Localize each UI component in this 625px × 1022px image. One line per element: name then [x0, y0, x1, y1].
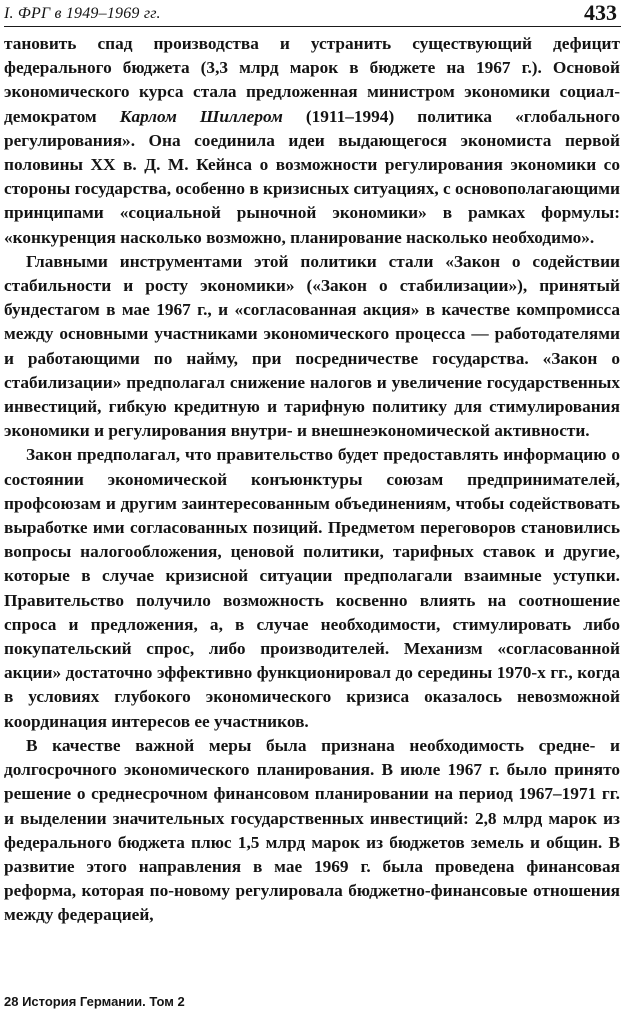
person-name-emphasis: Карлом Шиллером	[119, 106, 283, 126]
signature-mark: 28 История Германии. Том 2	[4, 994, 185, 1009]
paragraph: В качестве важной меры была признана необходимость средне- и долгосрочного экономического планирования. В июле 1967 г. было принято решение о среднесрочном финансовом планировании на период 1967–1971 гг. и выделении значительных государственных инвестиций: 2,8 млрд марок из федерального бюджета плюс 1,5 млрд марок из бюджетов земель и общин. В развитие этого направления в мае 1969 г. была проведена финансовая реформа, которая по-новому регулировала бюджетно-финансовые отношения между федерацией,	[4, 735, 620, 925]
page-number: 433	[584, 0, 617, 25]
running-header	[4, 0, 621, 27]
paragraph: Закон предполагал, что правительство будет предоставлять информацию о состоянии экономической конъюнктуры союзам предпринимателей, профсоюзам и другим заинтересованным объединениям, чтобы содействовать выработке ими согласованных позиций. Предметом переговоров становились вопросы налогообложения, ценовой политики, тарифных ставок и другие, которые в случае кризисной ситуации предполагали взаимные уступки. Правительство получило возможность косвенно влиять на соотношение спроса и предложения, а, в случае необходимости, стимулировать либо покупательский спрос, либо производителей. Механизм «согласованной акции» достаточно эффективно функционировал до середины 1970-х гг., когда в условиях глубокого экономического кризиса оказалось невозможной координация интересов ее участников.	[4, 445, 620, 731]
paragraph: Главными инструментами этой политики стали «Закон о содействии стабильности и росту экономики» («Закон о стабилизации»), принятый бундестагом в мае 1967 г., и «согласованная акция» в качестве компромисса между основными участниками экономического процесса — работодателями и работающими по найму, при посредничестве государства. «Закон о стабилизации» предполагал снижение налогов и увеличение государственных инвестиций, гибкую кредитную и тарифную политику для стимулирования экономики и регулирования внутри- и внешнеэкономической активности.	[4, 251, 620, 441]
paragraph-text: (1911–1994) политика «глобального регулирования». Она соединила идеи выдающегося экономиста первой половины XX в. Д. М. Кейнса о возможности регулирования экономики со стороны государства, особенно в кризисных ситуациях, с основополагающими принципами «социальной рыночной экономики» в рамках формулы: «конкуренция насколько возможно, планирование насколько необходимо».	[4, 106, 620, 247]
body-text	[4, 32, 620, 928]
paragraph	[4, 32, 620, 250]
running-title: I. ФРГ в 1949–1969 гг.	[4, 5, 161, 22]
paragraph-text: тановить спад производства и устранить существующий дефицит федерального бюджета (3,3 млрд марок в бюджете на 1967 г.). Основой экономического курса стала предложенная министром экономики социал-демократом	[4, 34, 620, 126]
